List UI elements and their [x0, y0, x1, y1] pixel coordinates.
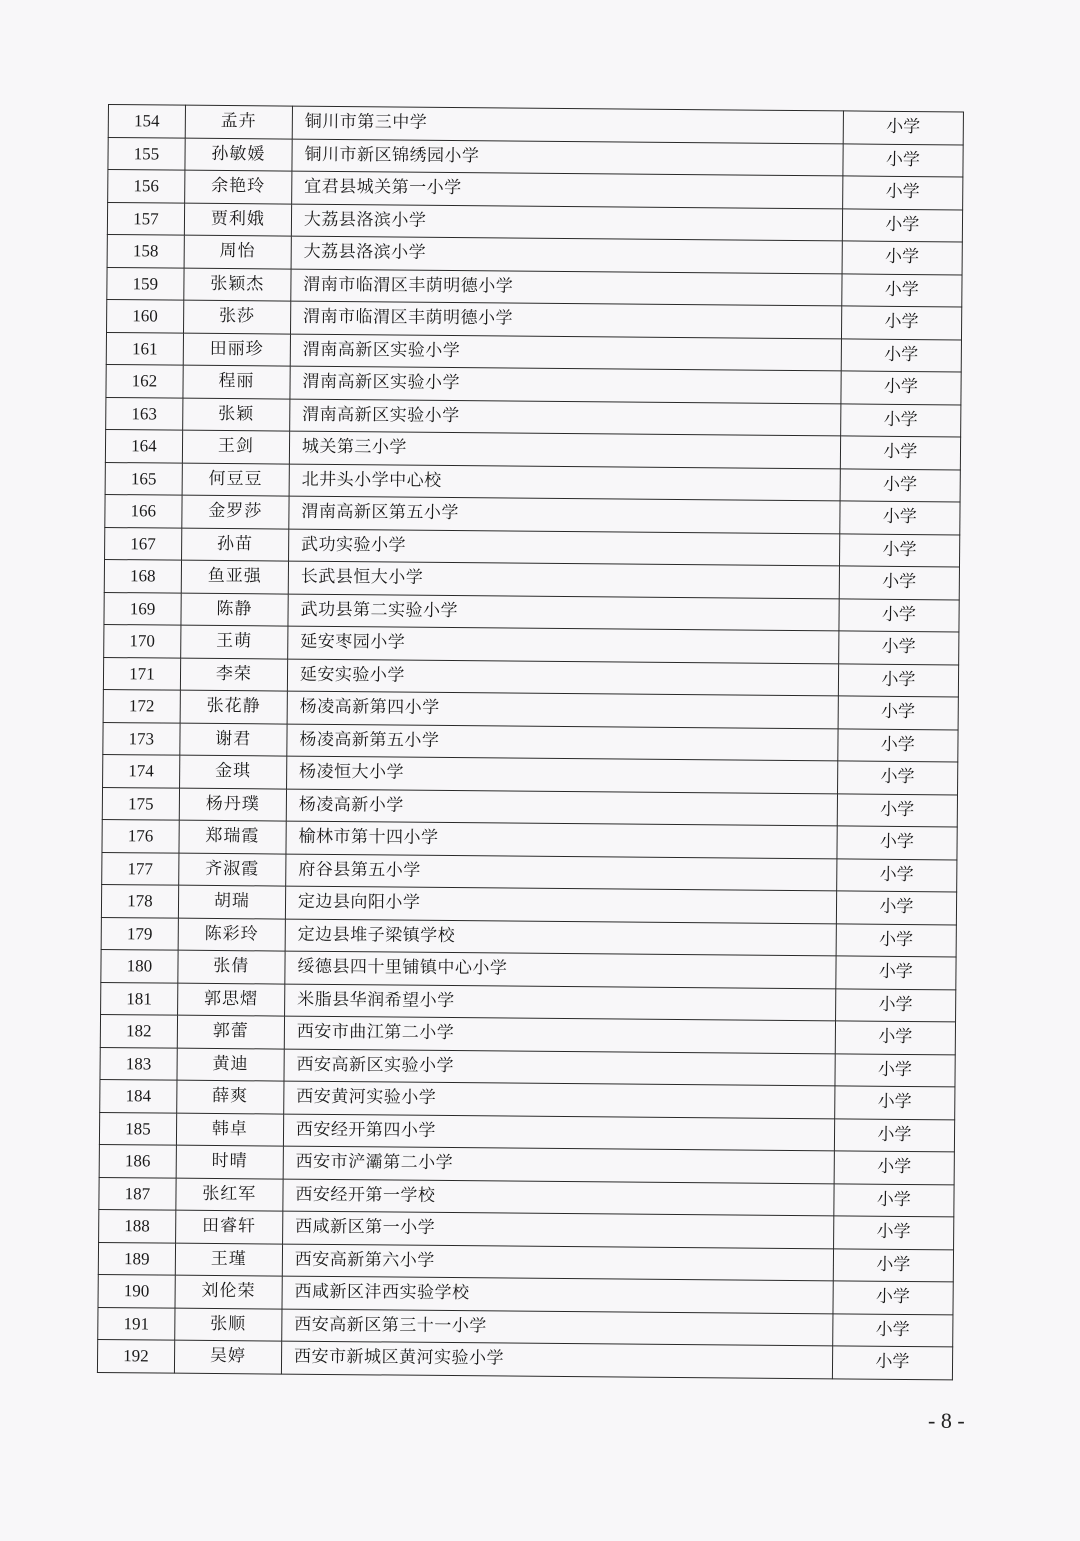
school-level: 小学	[836, 891, 957, 925]
school-name: 府谷县第五小学	[286, 854, 837, 891]
page-number: - 8 -	[928, 1408, 965, 1433]
person-name: 杨丹璞	[179, 788, 286, 821]
row-number: 176	[102, 819, 179, 852]
person-name: 陈彩玲	[178, 918, 285, 951]
person-name: 鱼亚强	[181, 560, 288, 593]
school-name: 武功实验小学	[288, 529, 839, 566]
school-name: 渭南高新区实验小学	[290, 334, 841, 371]
person-name: 王剑	[182, 430, 289, 463]
person-name: 余艳玲	[184, 170, 291, 203]
person-name: 程丽	[183, 365, 290, 398]
school-level: 小学	[841, 306, 962, 340]
school-name: 西安黄河实验小学	[284, 1081, 835, 1118]
row-number: 183	[100, 1047, 177, 1080]
person-name: 张颖	[182, 398, 289, 431]
school-name: 铜川市新区锦绣园小学	[292, 139, 843, 176]
person-name: 张莎	[183, 300, 290, 333]
person-name: 郑瑞霞	[179, 820, 286, 853]
row-number: 166	[105, 494, 182, 527]
school-name: 绥德县四十里铺镇中心小学	[285, 951, 836, 988]
row-number: 160	[107, 299, 184, 332]
row-number: 164	[105, 429, 182, 462]
row-number: 188	[99, 1209, 176, 1242]
row-number: 167	[105, 527, 182, 560]
row-number: 173	[103, 722, 180, 755]
person-name: 时晴	[176, 1145, 283, 1178]
school-level: 小学	[839, 533, 960, 567]
school-name: 西安市浐灞第二小学	[283, 1146, 834, 1183]
row-number: 174	[103, 754, 180, 787]
school-name: 西安高新区实验小学	[284, 1049, 835, 1086]
school-name: 榆林市第十四小学	[286, 821, 837, 858]
person-name: 贾利娥	[184, 203, 291, 236]
table-row	[97, 1339, 952, 1379]
school-name: 渭南高新区实验小学	[290, 366, 841, 403]
row-number: 187	[99, 1177, 176, 1210]
school-level: 小学	[834, 1086, 955, 1120]
school-level: 小学	[843, 111, 964, 145]
person-name: 韩卓	[176, 1113, 283, 1146]
row-number: 161	[106, 332, 183, 365]
person-name: 张颖杰	[184, 268, 291, 301]
school-level: 小学	[841, 273, 962, 307]
school-level: 小学	[838, 663, 959, 697]
school-name: 长武县恒大小学	[288, 561, 839, 598]
row-number: 186	[99, 1144, 176, 1177]
school-name: 定边县向阳小学	[285, 886, 836, 923]
school-level: 小学	[840, 436, 961, 470]
school-name: 延安枣园小学	[288, 626, 839, 663]
school-name: 渭南高新区实验小学	[290, 399, 841, 436]
school-name: 西咸新区第一小学	[282, 1211, 833, 1248]
person-name: 张红军	[176, 1178, 283, 1211]
school-level: 小学	[832, 1313, 953, 1347]
school-name: 西安高新第六小学	[282, 1244, 833, 1281]
row-number: 189	[98, 1242, 175, 1275]
school-level: 小学	[836, 956, 957, 990]
row-number: 168	[104, 559, 181, 592]
row-number: 169	[104, 592, 181, 625]
school-name: 大荔县洛滨小学	[291, 236, 842, 273]
school-level: 小学	[837, 761, 958, 795]
row-number: 159	[107, 267, 184, 300]
school-name: 渭南市临渭区丰荫明德小学	[291, 269, 842, 306]
school-name: 铜川市第三中学	[292, 106, 843, 143]
row-number: 154	[108, 105, 185, 138]
school-level: 小学	[834, 1118, 955, 1152]
row-number: 190	[98, 1274, 175, 1307]
row-number: 158	[107, 234, 184, 267]
row-number: 163	[106, 397, 183, 430]
person-name: 谢君	[180, 723, 287, 756]
school-level: 小学	[835, 1021, 956, 1055]
school-name: 宜君县城关第一小学	[292, 171, 843, 208]
school-level: 小学	[838, 696, 959, 730]
school-level: 小学	[832, 1346, 953, 1380]
row-number: 178	[101, 884, 178, 917]
row-number: 185	[99, 1112, 176, 1145]
school-name: 西安经开第四小学	[283, 1114, 834, 1151]
person-name: 齐淑霞	[178, 853, 285, 886]
person-name: 田睿轩	[175, 1210, 282, 1243]
school-name: 西咸新区沣西实验学校	[282, 1276, 833, 1313]
school-name: 杨凌高新小学	[286, 789, 837, 826]
school-level: 小学	[834, 1183, 955, 1217]
person-name: 王瑾	[175, 1243, 282, 1276]
school-level: 小学	[842, 208, 963, 242]
school-name: 米脂县华润希望小学	[284, 984, 835, 1021]
school-name: 杨凌高新第五小学	[287, 724, 838, 761]
school-level: 小学	[841, 338, 962, 372]
row-number: 184	[100, 1079, 177, 1112]
school-level: 小学	[837, 793, 958, 827]
row-number: 181	[101, 982, 178, 1015]
school-name: 西安市新城区黄河实验小学	[281, 1341, 832, 1378]
school-name: 杨凌恒大小学	[286, 756, 837, 793]
school-level: 小学	[838, 728, 959, 762]
person-name: 张倩	[178, 950, 285, 983]
person-name: 李荣	[180, 658, 287, 691]
school-level: 小学	[835, 988, 956, 1022]
person-name: 何豆豆	[182, 463, 289, 496]
school-name: 北井头小学中心校	[289, 464, 840, 501]
school-name: 大荔县洛滨小学	[291, 204, 842, 241]
row-number: 171	[103, 657, 180, 690]
school-level: 小学	[837, 826, 958, 860]
school-name: 渭南市临渭区丰荫明德小学	[290, 301, 841, 338]
school-name: 渭南高新区第五小学	[289, 496, 840, 533]
school-level: 小学	[843, 143, 964, 177]
school-name: 西安市曲江第二小学	[284, 1016, 835, 1053]
school-level: 小学	[836, 923, 957, 957]
school-level: 小学	[833, 1216, 954, 1250]
row-number: 192	[97, 1339, 174, 1372]
person-name: 周怡	[184, 235, 291, 268]
person-name: 郭思熠	[177, 983, 284, 1016]
row-number: 172	[103, 689, 180, 722]
person-name: 张顺	[175, 1308, 282, 1341]
school-level: 小学	[839, 501, 960, 535]
person-name: 张花静	[180, 690, 287, 723]
roster-table	[97, 104, 964, 1380]
school-level: 小学	[840, 468, 961, 502]
person-name: 薛爽	[176, 1080, 283, 1113]
school-level: 小学	[835, 1053, 956, 1087]
row-number: 157	[107, 202, 184, 235]
person-name: 王萌	[180, 625, 287, 658]
school-level: 小学	[834, 1151, 955, 1185]
school-level: 小学	[839, 566, 960, 600]
school-name: 西安经开第一学校	[283, 1179, 834, 1216]
row-number: 165	[105, 462, 182, 495]
school-level: 小学	[836, 858, 957, 892]
school-level: 小学	[842, 176, 963, 210]
row-number: 170	[104, 624, 181, 657]
row-number: 177	[102, 852, 179, 885]
person-name: 金琪	[179, 755, 286, 788]
row-number: 155	[108, 137, 185, 170]
row-number: 162	[106, 364, 183, 397]
school-level: 小学	[838, 631, 959, 665]
person-name: 孙苗	[181, 528, 288, 561]
school-name: 延安实验小学	[287, 659, 838, 696]
person-name: 孟卉	[185, 105, 292, 138]
row-number: 180	[101, 949, 178, 982]
school-level: 小学	[833, 1248, 954, 1282]
school-level: 小学	[842, 241, 963, 275]
person-name: 郭蕾	[177, 1015, 284, 1048]
row-number: 191	[98, 1307, 175, 1340]
row-number: 179	[101, 917, 178, 950]
school-name: 杨凌高新第四小学	[287, 691, 838, 728]
school-level: 小学	[839, 598, 960, 632]
person-name: 吴婷	[174, 1340, 281, 1373]
person-name: 黄迪	[177, 1048, 284, 1081]
school-level: 小学	[840, 403, 961, 437]
person-name: 田丽珍	[183, 333, 290, 366]
row-number: 175	[102, 787, 179, 820]
row-number: 156	[108, 170, 185, 203]
person-name: 刘伦荣	[175, 1275, 282, 1308]
school-name: 定边县堆子梁镇学校	[285, 919, 836, 956]
person-name: 陈静	[181, 593, 288, 626]
person-name: 胡瑞	[178, 885, 285, 918]
row-number: 182	[100, 1014, 177, 1047]
school-name: 城关第三小学	[289, 431, 840, 468]
school-name: 武功县第二实验小学	[288, 594, 839, 631]
roster-table-body	[97, 105, 963, 1380]
school-level: 小学	[841, 371, 962, 405]
school-name: 西安高新区第三十一小学	[282, 1309, 833, 1346]
person-name: 孙敏媛	[185, 138, 292, 171]
school-level: 小学	[833, 1281, 954, 1315]
person-name: 金罗莎	[182, 495, 289, 528]
